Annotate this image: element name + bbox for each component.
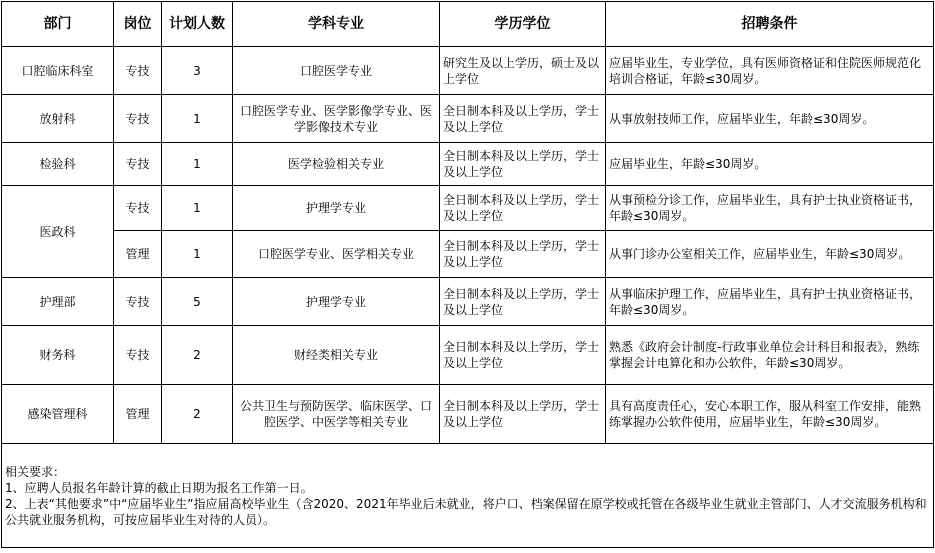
header-major: 学科专业 [233,2,440,47]
table-row [2,231,934,278]
cell-major: 财经类相关专业 [233,326,440,385]
cell-post: 专技 [114,278,162,326]
cell-major: 口腔医学专业、医学相关专业 [233,231,440,278]
header-conditions: 招聘条件 [606,2,934,47]
cell-conditions: 从事预检分诊工作，应届毕业生，具有护士执业资格证书，年龄≤30周岁。 [606,186,934,231]
table-row [2,326,934,385]
cell-degree: 全日制本科及以上学历，学士及以上学位 [440,186,606,231]
cell-degree: 全日制本科及以上学历，学士及以上学位 [440,143,606,186]
cell-count: 2 [162,385,233,444]
cell-major: 医学检验相关专业 [233,143,440,186]
cell-conditions: 熟悉《政府会计制度-行政事业单位会计科目和报表》，熟练掌握会计电算化和办公软件，年龄≤30周岁。 [606,326,934,385]
cell-count: 5 [162,278,233,326]
cell-post: 专技 [114,186,162,231]
cell-major: 护理学专业 [233,278,440,326]
table-row [2,186,934,231]
table-row [2,143,934,186]
header-post: 岗位 [114,2,162,47]
header-count: 计划人数 [162,2,233,47]
cell-conditions: 从事放射技师工作，应届毕业生，年龄≤30周岁。 [606,95,934,143]
cell-conditions: 从事临床护理工作，应届毕业生，具有护士执业资格证书，年龄≤30周岁。 [606,278,934,326]
cell-post: 专技 [114,143,162,186]
cell-count: 2 [162,326,233,385]
cell-major: 口腔医学专业 [233,47,440,95]
cell-dept: 检验科 [2,143,114,186]
cell-dept: 口腔临床科室 [2,47,114,95]
cell-major: 口腔医学专业、医学影像学专业、医学影像技术专业 [233,95,440,143]
cell-conditions: 应届毕业生，专业学位，具有医师资格证和住院医师规范化培训合格证，年龄≤30周岁。 [606,47,934,95]
cell-dept: 放射科 [2,95,114,143]
cell-count: 1 [162,186,233,231]
cell-post: 专技 [114,47,162,95]
table-row [2,47,934,95]
table-row [2,278,934,326]
cell-degree: 全日制本科及以上学历，学士及以上学位 [440,95,606,143]
cell-dept: 感染管理科 [2,385,114,444]
notes-row [2,444,934,548]
cell-count: 1 [162,95,233,143]
cell-degree: 全日制本科及以上学历，学士及以上学位 [440,326,606,385]
cell-post: 专技 [114,95,162,143]
cell-degree: 全日制本科及以上学历，学士及以上学位 [440,385,606,444]
table-row [2,385,934,444]
cell-post: 专技 [114,326,162,385]
cell-conditions: 应届毕业生，年龄≤30周岁。 [606,143,934,186]
cell-dept: 医政科 [2,186,114,278]
cell-post: 管理 [114,385,162,444]
cell-post: 管理 [114,231,162,278]
header-degree: 学历学位 [440,2,606,47]
notes-item-2: 2、上表“其他要求”中“应届毕业生”指应届高校毕业生（含2020、2021年毕业后未就业，将户口、档案保留在原学校或托管在各级毕业生就业主管部门、人才交流服务机构和公共就业服务机构，可按应届毕业生对待的人员）。 [5,496,927,527]
cell-major: 公共卫生与预防医学、临床医学、口腔医学、中医学等相关专业 [233,385,440,444]
recruitment-table [1,1,934,548]
cell-count: 1 [162,231,233,278]
notes-item-1: 1、应聘人员报名年龄计算的截止日期为报名工作第一日。 [5,480,313,495]
cell-dept: 财务科 [2,326,114,385]
cell-count: 3 [162,47,233,95]
cell-conditions: 从事门诊办公室相关工作，应届毕业生，年龄≤30周岁。 [606,231,934,278]
cell-count: 1 [162,143,233,186]
header-row [2,2,934,47]
header-dept: 部门 [2,2,114,47]
table-row [2,95,934,143]
cell-degree: 全日制本科及以上学历，学士及以上学位 [440,278,606,326]
cell-degree: 研究生及以上学历，硕士及以上学位 [440,47,606,95]
cell-dept: 护理部 [2,278,114,326]
cell-degree: 全日制本科及以上学历，学士及以上学位 [440,231,606,278]
notes-title: 相关要求： [5,464,66,479]
cell-conditions: 具有高度责任心，安心本职工作，服从科室工作安排，能熟练掌握办公软件使用，应届毕业生，年龄≤30周岁。 [606,385,934,444]
notes-cell [2,444,934,548]
cell-major: 护理学专业 [233,186,440,231]
